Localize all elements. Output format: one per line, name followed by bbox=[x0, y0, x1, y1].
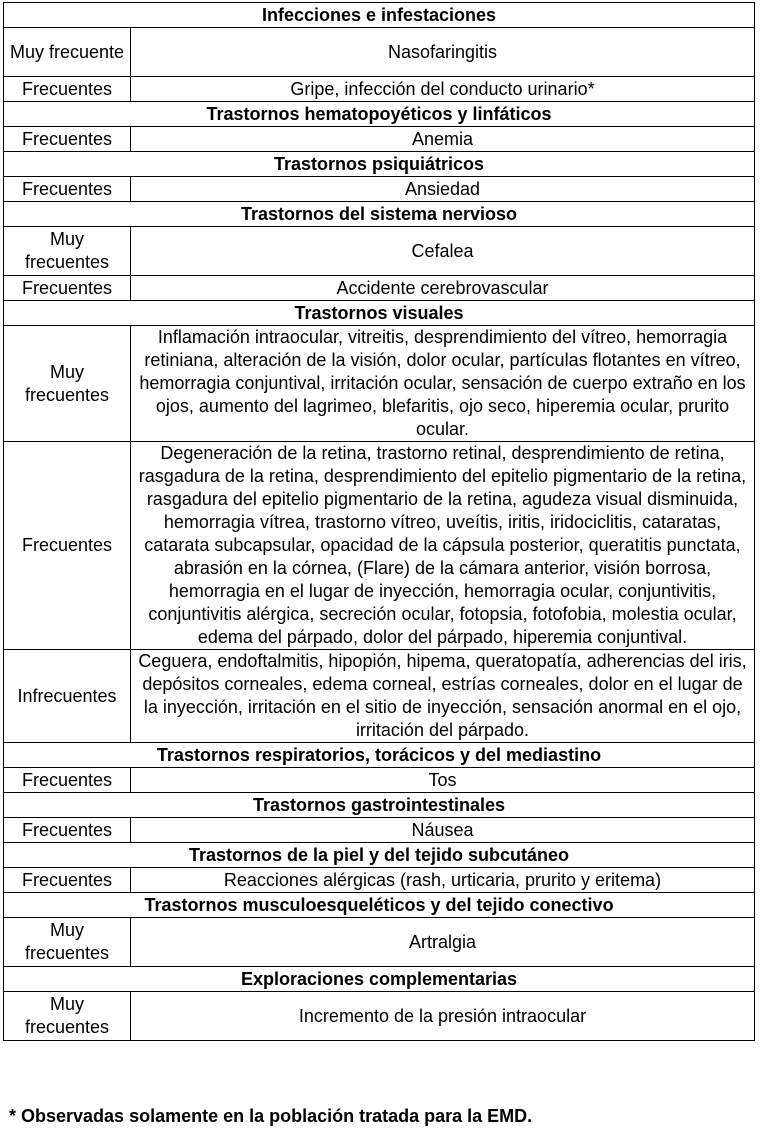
reaction-cell: Ceguera, endoftalmitis, hipopión, hipema, queratopatía, adherencias del iris, depósitos corneales, edema corneal, estrías corneales, dolor en el lugar de la inyección, irritación en el sitio de inyección, sensación anormal en el ojo, irritación del párpado. bbox=[131, 650, 755, 743]
section-title: Trastornos gastrointestinales bbox=[4, 793, 755, 818]
frequency-cell: Infrecuentes bbox=[4, 650, 131, 743]
reaction-cell: Náusea bbox=[131, 818, 755, 843]
adverse-reactions-table bbox=[3, 2, 755, 1041]
table-row bbox=[4, 768, 755, 793]
table-row bbox=[4, 992, 755, 1041]
frequency-cell: Frecuentes bbox=[4, 868, 131, 893]
table-row bbox=[4, 868, 755, 893]
table-row bbox=[4, 326, 755, 442]
section-title: Trastornos de la piel y del tejido subcutáneo bbox=[4, 843, 755, 868]
frequency-cell: Frecuentes bbox=[4, 177, 131, 202]
frequency-cell: Frecuentes bbox=[4, 276, 131, 301]
frequency-cell: Frecuentes bbox=[4, 127, 131, 152]
reaction-cell: Artralgia bbox=[131, 918, 755, 967]
table-row bbox=[4, 28, 755, 77]
section-title: Trastornos visuales bbox=[4, 301, 755, 326]
table-row bbox=[4, 227, 755, 276]
reaction-cell: Gripe, infección del conducto urinario* bbox=[131, 77, 755, 102]
reaction-cell: Degeneración de la retina, trastorno retinal, desprendimiento de retina, rasgadura de la retina, desprendimiento del epitelio pigmentario de la retina, rasgadura del epitelio pigmentario de la retina, agudeza visual disminuida, hemorragia vítrea, trastorno vítreo, uveítis, iritis, iridociclitis, cataratas, catarata subcapsular, opacidad de la cápsula posterior, queratitis punctata, abrasión en la córnea, (Flare) de la cámara anterior, visión borrosa, hemorragia en el lugar de inyección, hemorragia ocular, conjuntivitis, conjuntivitis alérgica, secreción ocular, fotopsia, fotofobia, molestia ocular, edema del párpado, dolor del párpado, hiperemia conjuntival. bbox=[131, 442, 755, 650]
reaction-cell: Nasofaringitis bbox=[131, 28, 755, 77]
table-row bbox=[4, 918, 755, 967]
reaction-cell: Anemia bbox=[131, 127, 755, 152]
table-row bbox=[4, 442, 755, 650]
table-row bbox=[4, 127, 755, 152]
frequency-cell: Frecuentes bbox=[4, 442, 131, 650]
section-header-row bbox=[4, 793, 755, 818]
table-row bbox=[4, 77, 755, 102]
reaction-cell: Tos bbox=[131, 768, 755, 793]
table-row bbox=[4, 818, 755, 843]
section-title: Trastornos del sistema nervioso bbox=[4, 202, 755, 227]
section-title: Trastornos hematopoyéticos y linfáticos bbox=[4, 102, 755, 127]
section-header-row bbox=[4, 152, 755, 177]
section-title: Trastornos respiratorios, torácicos y del mediastino bbox=[4, 743, 755, 768]
frequency-cell: Frecuentes bbox=[4, 77, 131, 102]
section-title: Infecciones e infestaciones bbox=[4, 3, 755, 28]
reaction-cell: Cefalea bbox=[131, 227, 755, 276]
frequency-cell: Frecuentes bbox=[4, 768, 131, 793]
frequency-cell: Muy frecuentes bbox=[4, 326, 131, 442]
section-title: Exploraciones complementarias bbox=[4, 967, 755, 992]
frequency-cell: Muy frecuentes bbox=[4, 227, 131, 276]
section-header-row bbox=[4, 102, 755, 127]
reaction-cell: Incremento de la presión intraocular bbox=[131, 992, 755, 1041]
table-row bbox=[4, 650, 755, 743]
section-title: Trastornos musculoesqueléticos y del tejido conectivo bbox=[4, 893, 755, 918]
footnote: * Observadas solamente en la población tratada para la EMD. bbox=[9, 1106, 533, 1126]
reaction-cell: Reacciones alérgicas (rash, urticaria, prurito y eritema) bbox=[131, 868, 755, 893]
frequency-cell: Muy frecuentes bbox=[4, 992, 131, 1041]
table-row bbox=[4, 177, 755, 202]
frequency-cell: Muy frecuentes bbox=[4, 918, 131, 967]
frequency-cell: Muy frecuente bbox=[4, 28, 131, 77]
section-header-row bbox=[4, 202, 755, 227]
reaction-cell: Ansiedad bbox=[131, 177, 755, 202]
reaction-cell: Inflamación intraocular, vitreitis, desprendimiento del vítreo, hemorragia retiniana, alteración de la visión, dolor ocular, partículas flotantes en vítreo, hemorragia conjuntival, irritación ocular, sensación de cuerpo extraño en los ojos, aumento del lagrimeo, blefaritis, ojo seco, hiperemia ocular, prurito ocular. bbox=[131, 326, 755, 442]
section-header-row bbox=[4, 893, 755, 918]
reaction-cell: Accidente cerebrovascular bbox=[131, 276, 755, 301]
section-header-row bbox=[4, 743, 755, 768]
section-header-row bbox=[4, 3, 755, 28]
section-title: Trastornos psiquiátricos bbox=[4, 152, 755, 177]
section-header-row bbox=[4, 843, 755, 868]
table-row bbox=[4, 276, 755, 301]
adverse-reactions-table-container bbox=[3, 2, 754, 1041]
section-header-row bbox=[4, 301, 755, 326]
frequency-cell: Frecuentes bbox=[4, 818, 131, 843]
section-header-row bbox=[4, 967, 755, 992]
